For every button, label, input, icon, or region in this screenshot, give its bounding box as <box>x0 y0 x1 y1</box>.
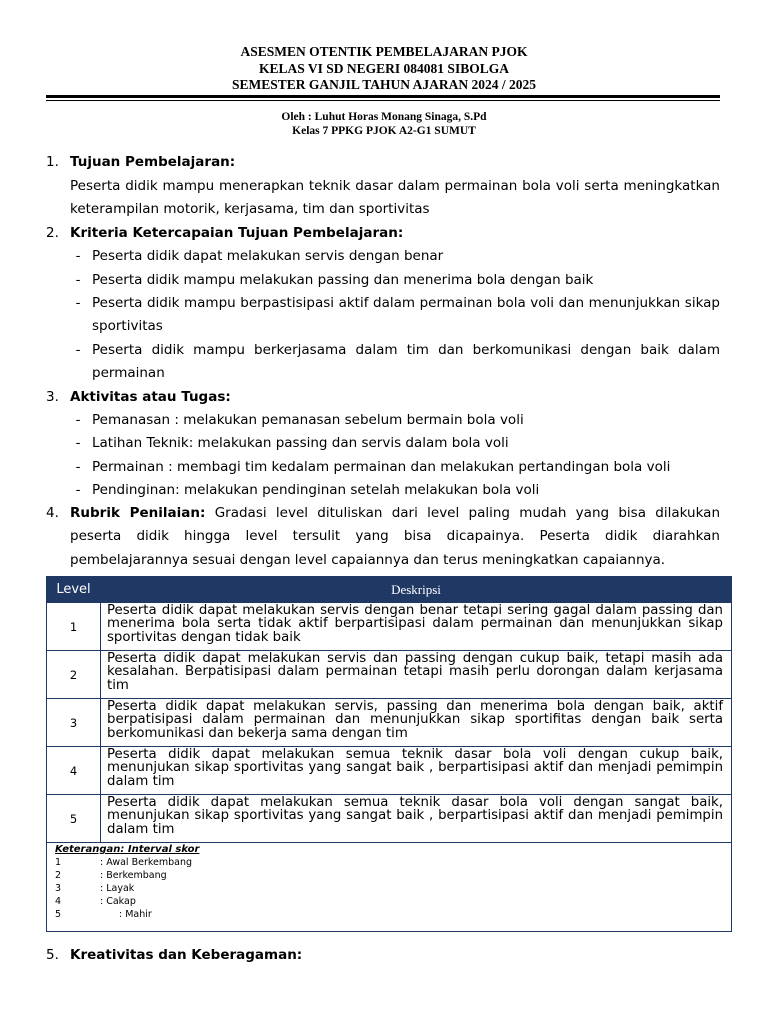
list-item-text: Pendinginan: melakukan pendinginan setelah melakukan bola voli <box>92 482 540 498</box>
section-number: 3. <box>46 389 59 405</box>
bullet-dash: - <box>75 435 81 451</box>
bullet-dash: - <box>75 482 81 498</box>
section-1-text: Peserta didik mampu menerapkan teknik dasar dalam permainan bola voli serta meningkatkan keterampilan motorik, kerjasama, tim dan sportivitas <box>70 178 720 218</box>
table-row <box>47 651 732 699</box>
header-rule-thin <box>46 100 720 101</box>
list-item <box>70 432 720 455</box>
table-row <box>47 795 732 843</box>
bullet-dash: - <box>75 412 81 428</box>
list-item <box>70 479 720 502</box>
section-title: Kriteria Ketercapaian Tujuan Pembelajaran: <box>70 225 404 241</box>
notes-item-label: : Berkembang <box>100 870 167 881</box>
table-row <box>47 699 732 747</box>
description-cell: Peserta didik dapat melakukan servis dengan benar tetapi sering gagal dalam passing dan menerima bola serta tidak aktif berpartisipasi dalam permainan dan menunjukkan sikap sportivitas dengan tidak baik <box>101 603 732 651</box>
table-row <box>47 603 732 651</box>
notes-row <box>47 843 732 932</box>
notes-cell <box>47 843 732 932</box>
author-block <box>48 110 720 138</box>
description-cell: Peserta didik dapat melakukan semua teknik dasar bola voli dengan cukup baik, menunjukan sikap sportivitas yang sangat baik , berpartisipasi aktif dan menjadi pemimpin dalam tim <box>101 747 732 795</box>
column-header-level: Level <box>47 577 101 603</box>
notes-item-number: 1 <box>55 857 62 868</box>
rubric-table <box>46 576 732 932</box>
list-item-text: Peserta didik mampu berkerjasama dalam tim dan berkomunikasi dengan baik dalam permainan <box>92 342 720 382</box>
section-number: 2. <box>46 225 59 241</box>
list-item-text: Permainan : membagi tim kedalam permainan dan melakukan pertandingan bola voli <box>92 459 671 475</box>
list-item-text: Peserta didik mampu berpastisipasi aktif dalam permainan bola voli dan menunjukkan sikap sportivitas <box>92 295 720 335</box>
header-rule-thick <box>46 95 720 98</box>
notes-item-label: : Mahir <box>119 909 152 920</box>
header-line-3: SEMESTER GANJIL TAHUN AJARAN 2024 / 2025 <box>231 77 537 92</box>
level-cell: 5 <box>47 795 101 843</box>
table-header-row <box>47 577 732 603</box>
section-number: 5. <box>46 947 59 963</box>
bullet-dash: - <box>75 248 81 264</box>
list-item <box>70 245 720 268</box>
notes-item-number: 5 <box>55 909 62 920</box>
section-number: 1. <box>46 154 59 170</box>
notes-item-number: 2 <box>55 870 62 881</box>
section-title: Rubrik Penilaian: <box>70 505 206 521</box>
bullet-dash: - <box>75 459 81 475</box>
section-title: Tujuan Pembelajaran: <box>70 154 236 170</box>
description-cell: Peserta didik dapat melakukan servis dan passing dengan cukup baik, tetapi masih ada kesalahan. Berpatisipasi dalam permainan tetapi masih perlu dorongan dalam kerjasama tim <box>101 651 732 699</box>
level-cell: 2 <box>47 651 101 699</box>
level-cell: 3 <box>47 699 101 747</box>
notes-item-number: 4 <box>55 896 62 907</box>
level-cell: 1 <box>47 603 101 651</box>
notes-item <box>55 856 731 869</box>
notes-item-label: : Awal Berkembang <box>100 857 193 868</box>
section-4 <box>46 502 720 572</box>
description-cell: Peserta didik dapat melakukan semua teknik dasar bola voli dengan sangat baik, menunjukan sikap sportivitas yang sangat baik , berpartisipasi aktif dan menjadi pemimpin dalam tim <box>101 795 732 843</box>
list-item-text: Pemanasan : melakukan pemanasan sebelum bermain bola voli <box>92 412 524 428</box>
section-4-body <box>70 502 720 572</box>
author-class: Kelas 7 PPKG PJOK A2-G1 SUMUT <box>292 125 476 137</box>
notes-item-label: : Cakap <box>100 896 136 907</box>
table-row <box>47 747 732 795</box>
section-4-text: Gradasi level dituliskan dari level paling mudah yang bisa dilakukan peserta didik hingga level tersulit yang bisa dicapainya. Peserta didik diarahkan pembelajarannya sesuai dengan level capaiannya dan terus meningkatkan capaiannya. <box>70 505 720 568</box>
section-number: 4. <box>46 505 59 521</box>
level-cell: 4 <box>47 747 101 795</box>
list-item <box>70 292 720 339</box>
bullet-dash: - <box>75 295 81 311</box>
bullet-dash: - <box>75 272 81 288</box>
document-header <box>48 44 720 94</box>
notes-item <box>55 895 731 908</box>
section-title: Kreativitas dan Keberagaman: <box>70 947 303 963</box>
notes-item-label: : Layak <box>100 883 135 894</box>
description-cell: Peserta didik dapat melakukan servis, passing dan menerima bola dengan baik, aktif berpatisipasi dalam permainan dan menunjukkan sikap sportifitas dengan baik serta berkomunikasi dan bekerja sama dengan tim <box>101 699 732 747</box>
notes-item-number: 3 <box>55 883 62 894</box>
notes-item <box>55 908 731 921</box>
column-header-description: Deskripsi <box>101 577 732 603</box>
header-line-1: ASESMEN OTENTIK PEMBELAJARAN PJOK <box>240 44 528 59</box>
section-title: Aktivitas atau Tugas: <box>70 389 231 405</box>
list-item <box>70 269 720 292</box>
list-item <box>70 409 720 432</box>
notes-item <box>55 869 731 882</box>
bullet-dash: - <box>75 342 81 358</box>
list-item-text: Peserta didik dapat melakukan servis dengan benar <box>92 248 444 264</box>
notes-title: Keterangan: Interval skor <box>55 844 200 855</box>
list-item <box>70 456 720 479</box>
list-item-text: Latihan Teknik: melakukan passing dan servis dalam bola voli <box>92 435 509 451</box>
header-line-2: KELAS VI SD NEGERI 084081 SIBOLGA <box>259 60 509 76</box>
notes-item <box>55 882 731 895</box>
list-item-text: Peserta didik mampu melakukan passing dan menerima bola dengan baik <box>92 272 594 288</box>
author-name: Oleh : Luhut Horas Monang Sinaga, S.Pd <box>281 111 487 123</box>
list-item <box>70 339 720 386</box>
